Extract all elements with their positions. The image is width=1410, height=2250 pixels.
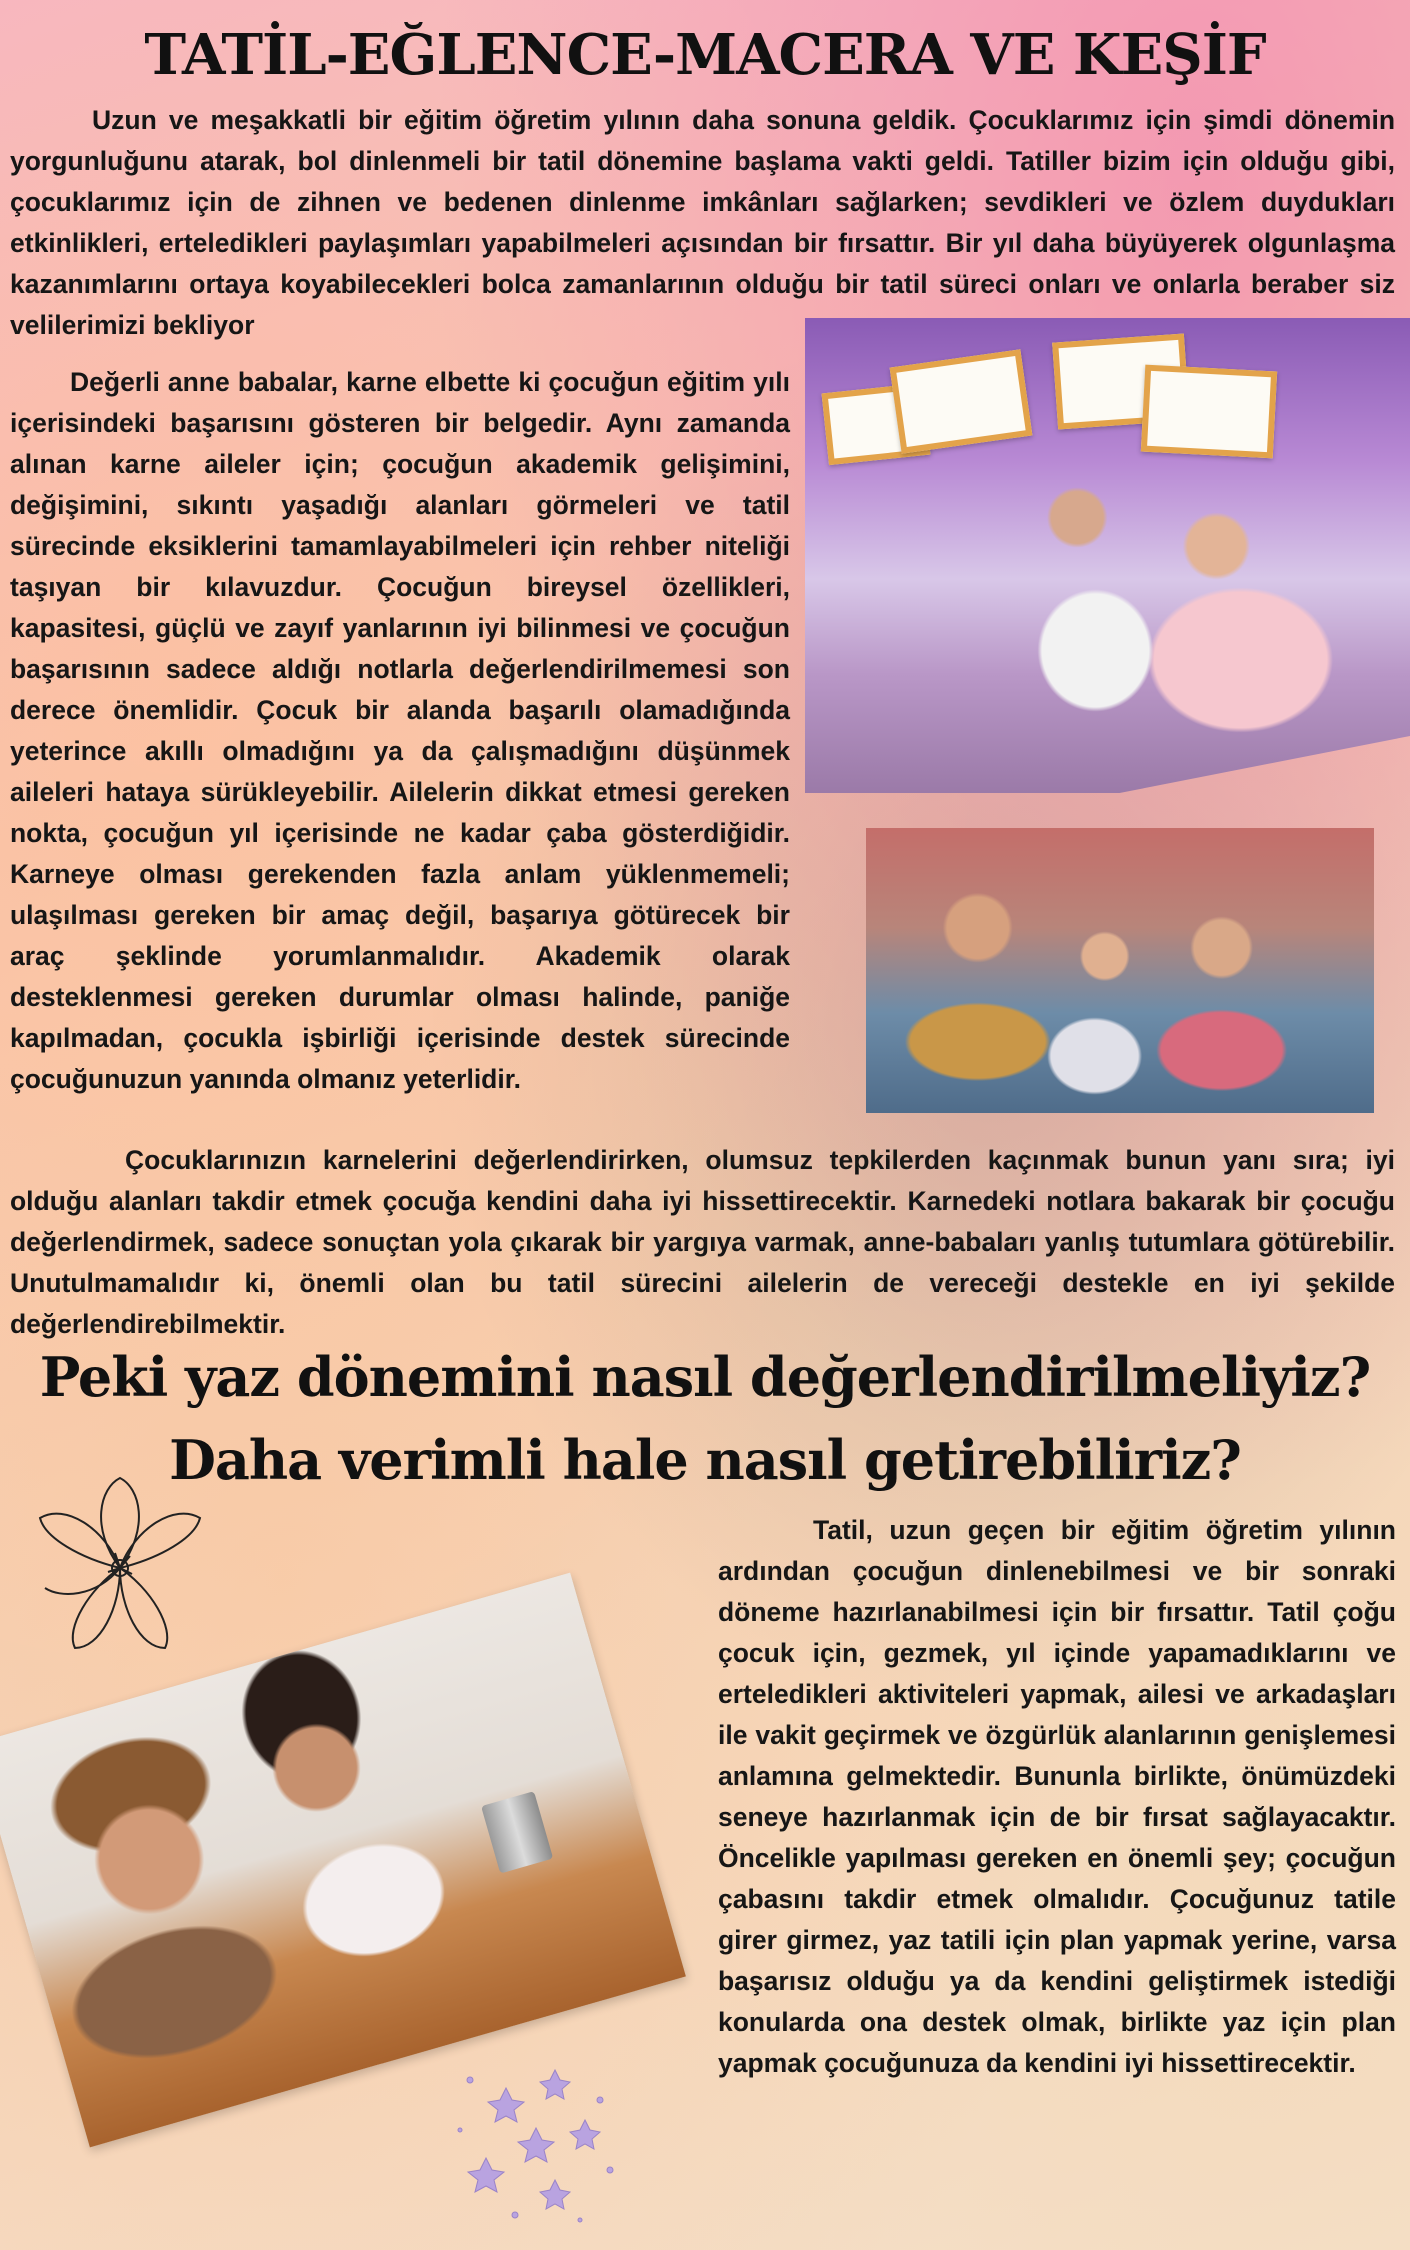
lilac-flowers-icon: [440, 2040, 640, 2240]
subheading-efficient: Daha verimli hale nasıl getirebiliriz?: [169, 1428, 1241, 1492]
page-title: TATİL-EĞLENCE-MACERA VE KEŞİF: [144, 22, 1266, 88]
flower-outline-icon: [20, 1468, 220, 1668]
children-walking-photo: [866, 828, 1374, 1113]
report-card-photo: [805, 318, 1410, 793]
summer-plan-paragraph: Tatil, uzun geçen bir eğitim öğretim yılının ardından çocuğun dinlenebilmesi ve bir sonraki döneme hazırlanabilmesi için bir fırsattır. Tatil çoğu çocuk için, gezmek, yıl içinde yapamadıklarını ve erteledikleri aktiviteleri yapmak, ailesi ve arkadaşları ile vakit geçirmek ve özgürlük alanlarının genişlemesi anlamına gelmektedir. Bununla birlikte, önümüzdeki seneye hazırlanmak için de bir fırsat sağlayacaktır. Öncelikle yapılması gereken en önemli şey; çocuğun çabasını takdir etmek olmalıdır. Çocuğunuz tatile girer girmez, yaz tatili için plan yapmak yerine, varsa başarısız olduğu ya da kendini geliştirmek istediği konularda ona destek olmak, birlikte yaz için plan yapmak çocuğunuza da kendini iyi hissettirecektir.: [718, 1515, 1396, 2078]
report-card-paragraph: Değerli anne babalar, karne elbette ki çocuğun eğitim yılı içerisindeki başarısını gösteren bir belgedir. Aynı zamanda alınan karne aileler için; çocuğun akademik gelişimini, değişimini, sıkıntı yaşadığı alanları görmeleri ve tatil sürecinde eksiklerini tamamlayabilmeleri için rehber niteliği taşıyan bir kılavuzdur. Çocuğun bireysel özellikleri, kapasitesi, güçlü ve zayıf yanlarının iyi bilinmesi ve çocuğun başarısının sadece aldığı notlarla değerlendirilmemesi son derece önemlidir. Çocuk bir alanda başarılı olamadığında yeterince akıllı olmadığını ya da çalışmadığını düşünmek aileleri hataya sürükleyebilir. Ailelerin dikkat etmesi gereken nokta, çocuğun yıl içerisinde ne kadar çaba gösterdiğidir. Karneye olması gerekenden fazla anlam yüklenmemeli; ulaşılması gereken bir amaç değil, başarıya götürecek bir araç şeklinde yorumlanmalıdır. Akademik olarak desteklenmesi gereken durumlar olması halinde, paniğe kapılmadan, çocukla işbirliği içerisinde destek sürecinde çocuğunuzun yanında olmanız yeterlidir.: [10, 367, 790, 1094]
report-card-sheet: [1141, 365, 1277, 459]
intro-paragraph: Uzun ve meşakkatli bir eğitim öğretim yılının daha sonuna geldik. Çocuklarımız için şimdi dönemin yorgunluğunu atarak, bol dinlenmeli bir tatil dönemine başlama vakti geldi. Tatiller bizim için olduğu gibi, çocuklarımız için de zihnen ve bedenen dinlenme imkânları sağlarken; sevdikleri ve özlem duydukları etkinlikleri, erteledikleri paylaşımları yapabilmeleri açısından bir fırsattır. Bir yıl daha büyüyerek olgunlaşma kazanımlarını ortaya koyabilecekleri bolca zamanlarının olduğu bir tatil süreci onları ve onlarla beraber siz velilerimizi bekliyor: [10, 105, 1395, 340]
subheading-summer: Peki yaz dönemini nasıl değerlendirilmeliyiz?: [39, 1345, 1371, 1409]
report-card-sheet: [890, 349, 1033, 454]
evaluation-paragraph: Çocuklarınızın karnelerini değerlendirirken, olumsuz tepkilerden kaçınmak bunun yanı sıra; iyi olduğu alanları takdir etmek çocuğa kendini daha iyi hissettirecektir. Karnedeki notlara bakarak bir çocuğu değerlendirmek, sadece sonuçtan yola çıkarak bir yargıya varmak, anne-babaları yanlış tutumlara götürebilir. Unutulmamalıdır ki, önemli olan bu tatil sürecini ailelerin de vereceği destekle en iyi şekilde değerlendirebilmektir.: [10, 1145, 1395, 1339]
pencil-cup: [481, 1791, 553, 1873]
